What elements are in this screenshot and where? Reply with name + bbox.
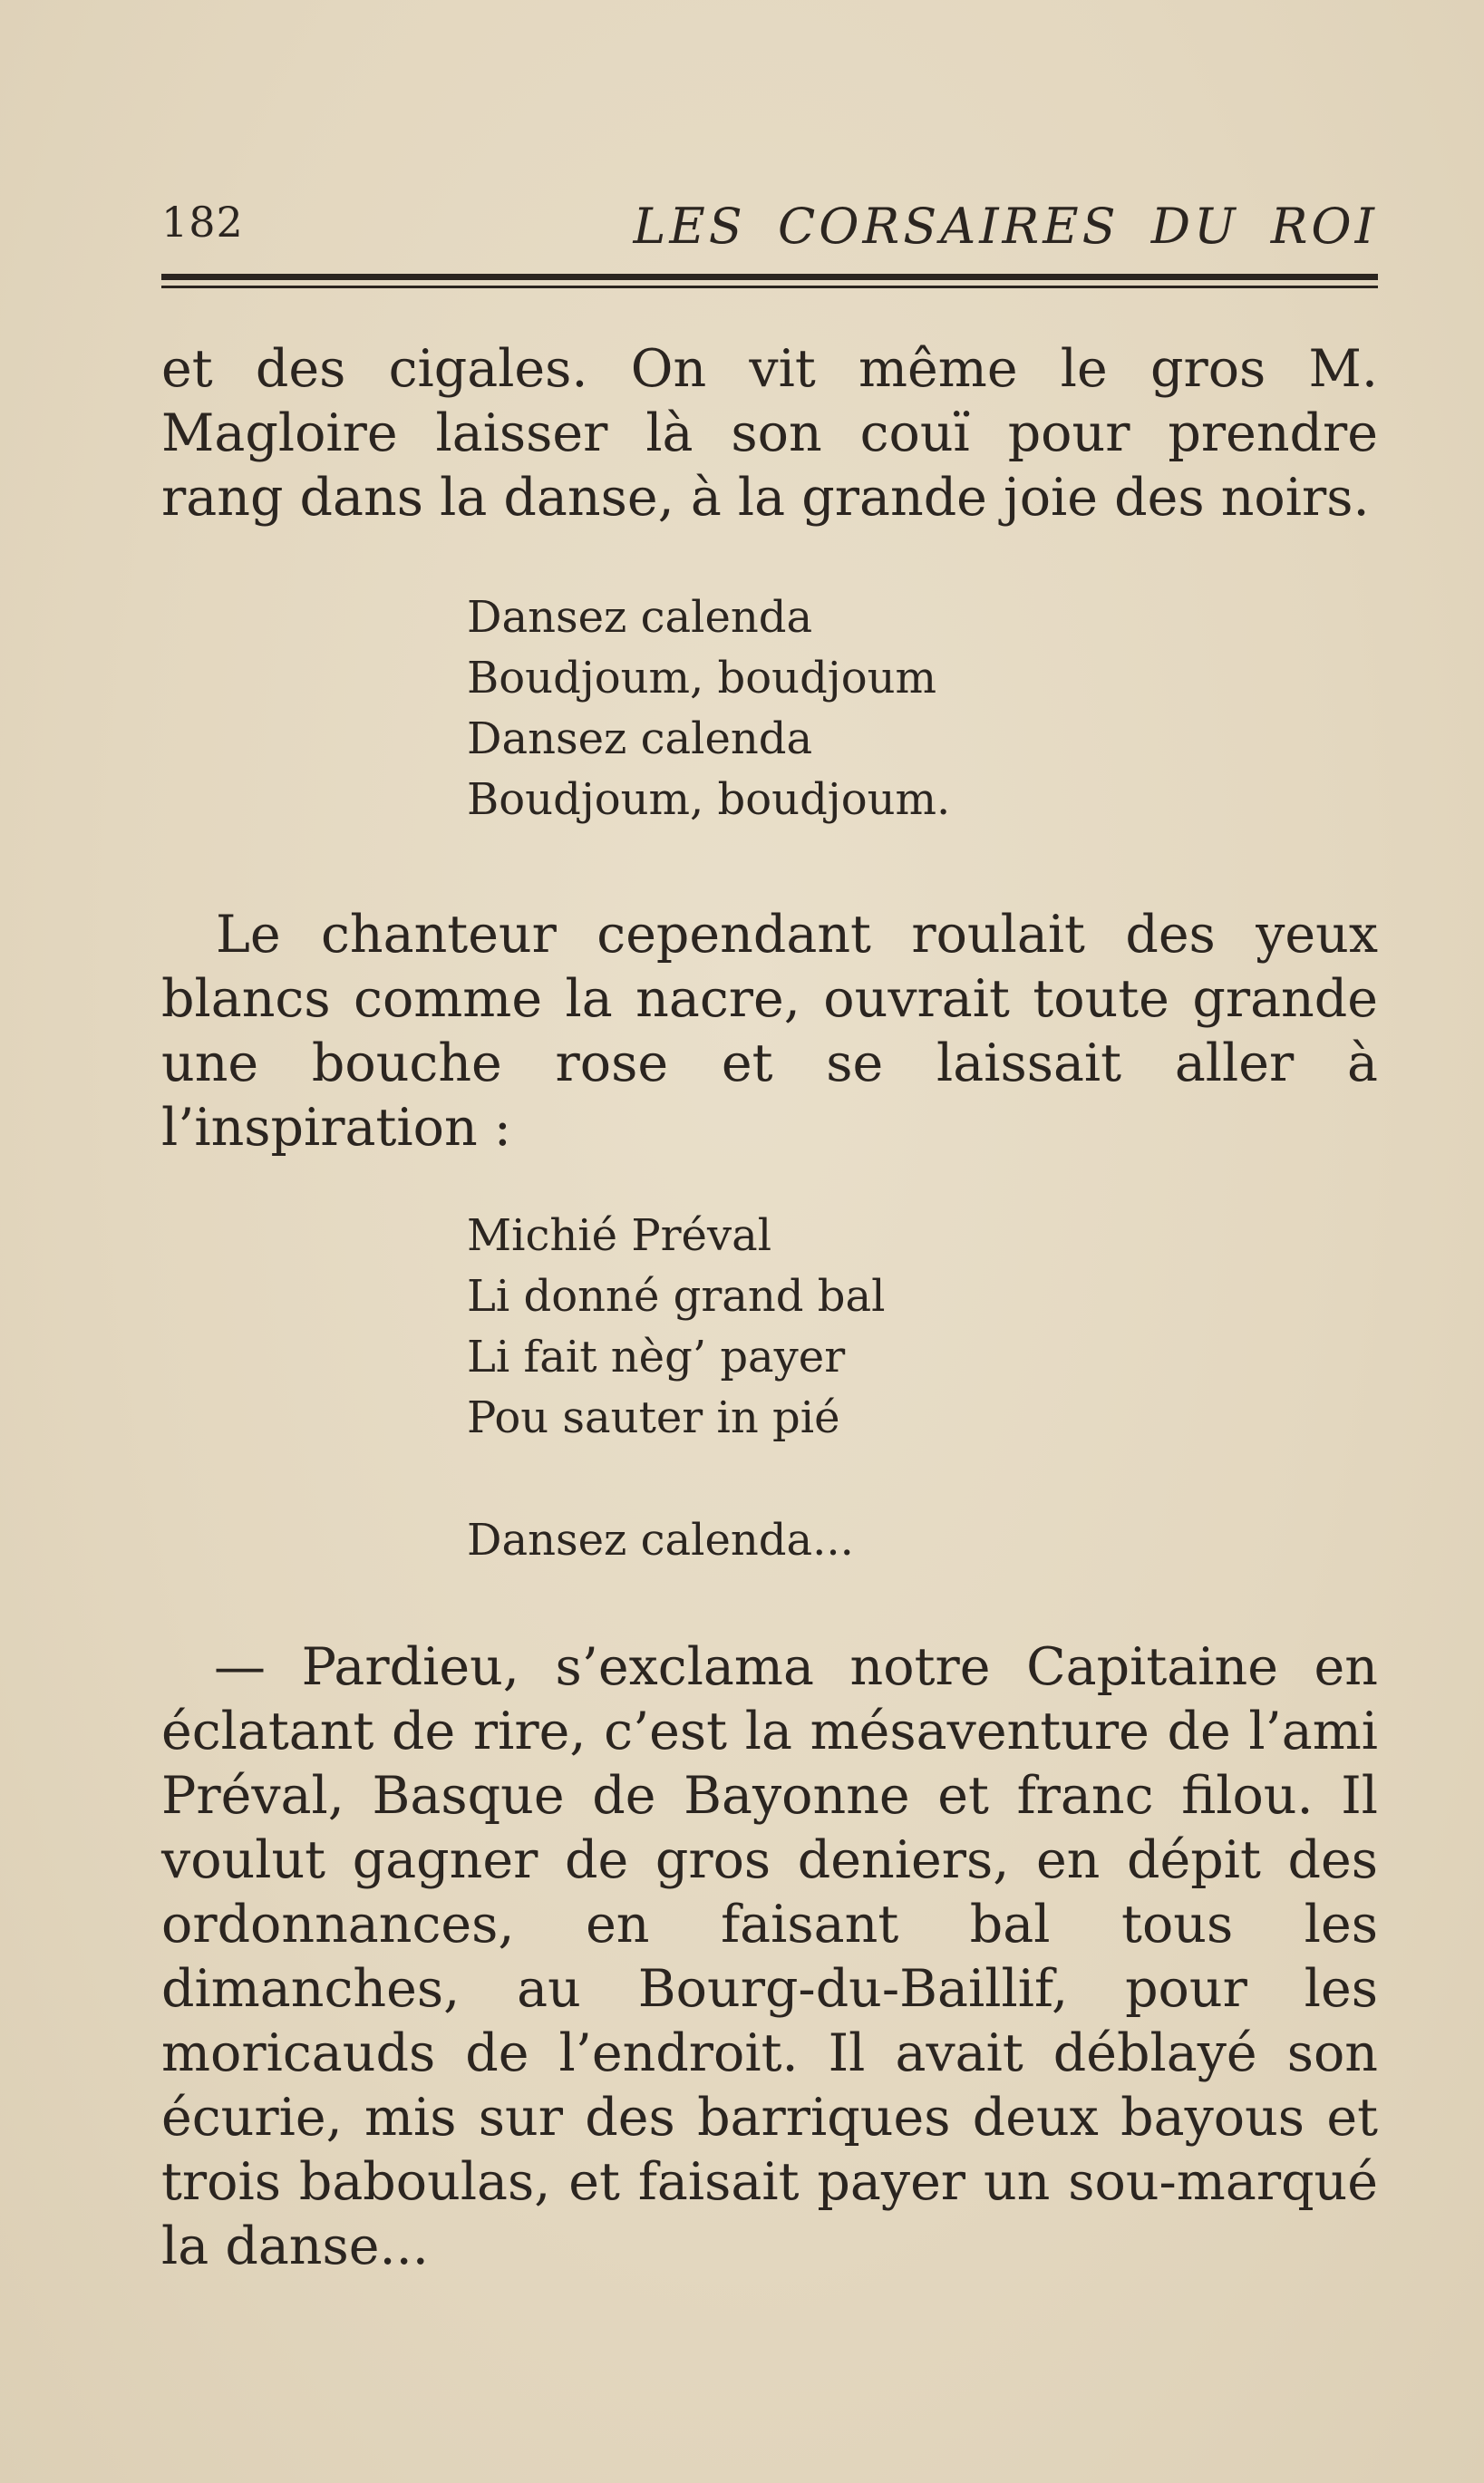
paragraph-1: et des cigales. On vit même le gros M. Magloire laisser là son couï pour prendre rang dans la danse, à la grande joie des noirs. <box>161 339 1378 528</box>
page-number: 182 <box>161 198 244 247</box>
verse-line: Dansez calenda <box>467 713 813 764</box>
paragraph-3: — Pardieu, s’exclama notre Capitaine en éclatant de rire, c’est la mésaventure de l’ami Préval, Basque de Bayonne et franc filou. Il voulut gagner de gros deniers, en dépit des ordonnances, en faisant bal tous les dimanches, au Bourg-du-Baillif, pour les moricauds de l’endroit. Il avait déblayé son écurie, mis sur des barriques deux bayous et trois baboulas, et faisait payer un sou-marqué la danse... <box>161 1637 1378 2276</box>
verse-line: Boudjoum, boudjoum <box>467 653 937 703</box>
verse-line: Pou sauter in pié <box>467 1392 840 1443</box>
verse-refrain <box>467 587 1283 830</box>
verse-line: Li donné grand bal <box>467 1271 886 1322</box>
verse-refrain-short <box>467 1510 1283 1571</box>
paragraph-2: Le chanteur cependant roulait des yeux blancs comme la nacre, ouvrait toute grande une bouche rose et se laissait aller à l’inspiration : <box>161 905 1378 1158</box>
header-rule <box>161 274 1378 288</box>
verse-line: Boudjoum, boudjoum. <box>467 774 951 825</box>
page-header <box>161 198 1378 261</box>
running-title: LES CORSAIRES DU ROI <box>633 198 1378 255</box>
verse-line: Dansez calenda <box>467 592 813 643</box>
verse-line: Dansez calenda... <box>467 1515 854 1566</box>
verse-line: Li fait nèg’ payer <box>467 1332 846 1382</box>
verse-line: Michié Préval <box>467 1210 772 1261</box>
verse-song <box>467 1206 1283 1449</box>
